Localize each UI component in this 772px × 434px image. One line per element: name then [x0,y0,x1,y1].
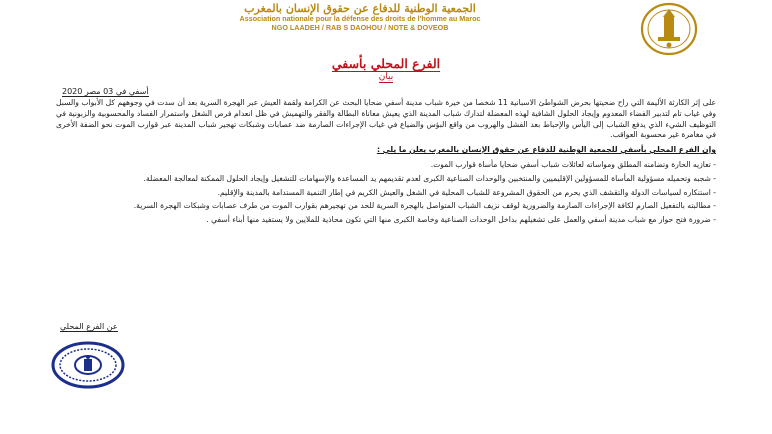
document-type: بيان [378,72,394,82]
branch-heading [286,56,486,83]
signature-line: عن الفرع المحلي [60,322,118,331]
statement-lead: وإن الفرع المحلي بأسفي للجمعية الوطنية للدفاع عن حقوق الإنسان بالمغرب يعلن ما يلي : [376,145,716,155]
letterhead-line-fr2: NGO LAADEH / RAB S DAOHOU / NOTE & DOVEOB [271,22,449,32]
demand-item: - استنكاره لسياسات الدولة والتقشف الذي يحرم من الحقوق المشروعة للشباب المحلية في الشغل والعيش الكريم في إطار التنمية المستدامة بالمدينة والإقليم. [217,187,716,197]
document-body [56,98,716,229]
letterhead [60,2,660,32]
demand-item: - ضرورة فتح حوار مع شباب مدينة أسفي والعمل على تشغيلهم بداخل الوحدات الصناعية وخاصة الكبرى منها التي تكون محاذية للملايين ولا يستفيد منها أبناء أسفي . [206,215,716,225]
demand-item: - تعازيه الحارة وتضامنه المطلق ومواساته لعائلات شباب أسفي ضحايا مأساة قوارب الموت. [430,159,716,169]
association-emblem-icon [640,2,698,56]
demand-item: - شجبه وتحميله مسؤولية المأساة للمسؤولين الإقليميين والمنتخبين والوحدات الصناعية الكبرى لعدم تقديمهم يد المساعدة والإسهامات للتشغيل وإيجاد الحلول الممكنة لمعالجة المعضلة. [143,173,716,183]
intro-paragraph: على إثر الكارثة الأليمة التي راح ضحيتها بحرض الشواطئ الاسبانية 11 شخصا من خيرة شباب مدينة أسفي ضحايا البحث عن الكرامة ولقمة العيش عبر الهجرة السرية بعد أن سدت في وجوههم كل الأبواب والسبل وفي غياب تام لتدبير الفضاء المعدوم وإيجاد الحلول الشافية لهذه المعضلة لتدارك شباب المدينة الذي يعيش معاناة البطالة والفقر والتهميش في ظل انعدام فرص الشغل واستمرار الفساد والمحسوبية والزبونية في التوظيف الشيء الذي يدفع الشباب إلى اليأس والإحباط بعد الفشل والهروب من واقع البؤس والضياع في غياب الإجراءات الصارمة ضد عصابات وشبكات تهجير شباب المدينة عبر قوارب الموت نحو الضفة الأخرى في مغامرة غير محسوبة العواقب. [56,98,716,140]
letterhead-title-ar: الجمعية الوطنية للدفاع عن حقوق الإنسان بالمغرب [244,2,476,15]
branch-title: الفرع المحلي بأسفي [331,56,441,71]
document-date: أسفي في 03 مصر 2020 [62,87,149,96]
official-stamp-icon [50,340,126,390]
letterhead-line-fr: Association nationale pour la défense des droits de l'homme au Maroc [239,14,481,23]
demand-item: - مطالبته بالتفعيل الصارم لكافة الإجراءات الصارمة والضرورية لوقف نزيف الشباب المتواصل بالهجرة السرية للحد من تهجيرهم بقوارب الموت من طرف عصابات وشبكات الهجرة السرية. [133,201,716,211]
